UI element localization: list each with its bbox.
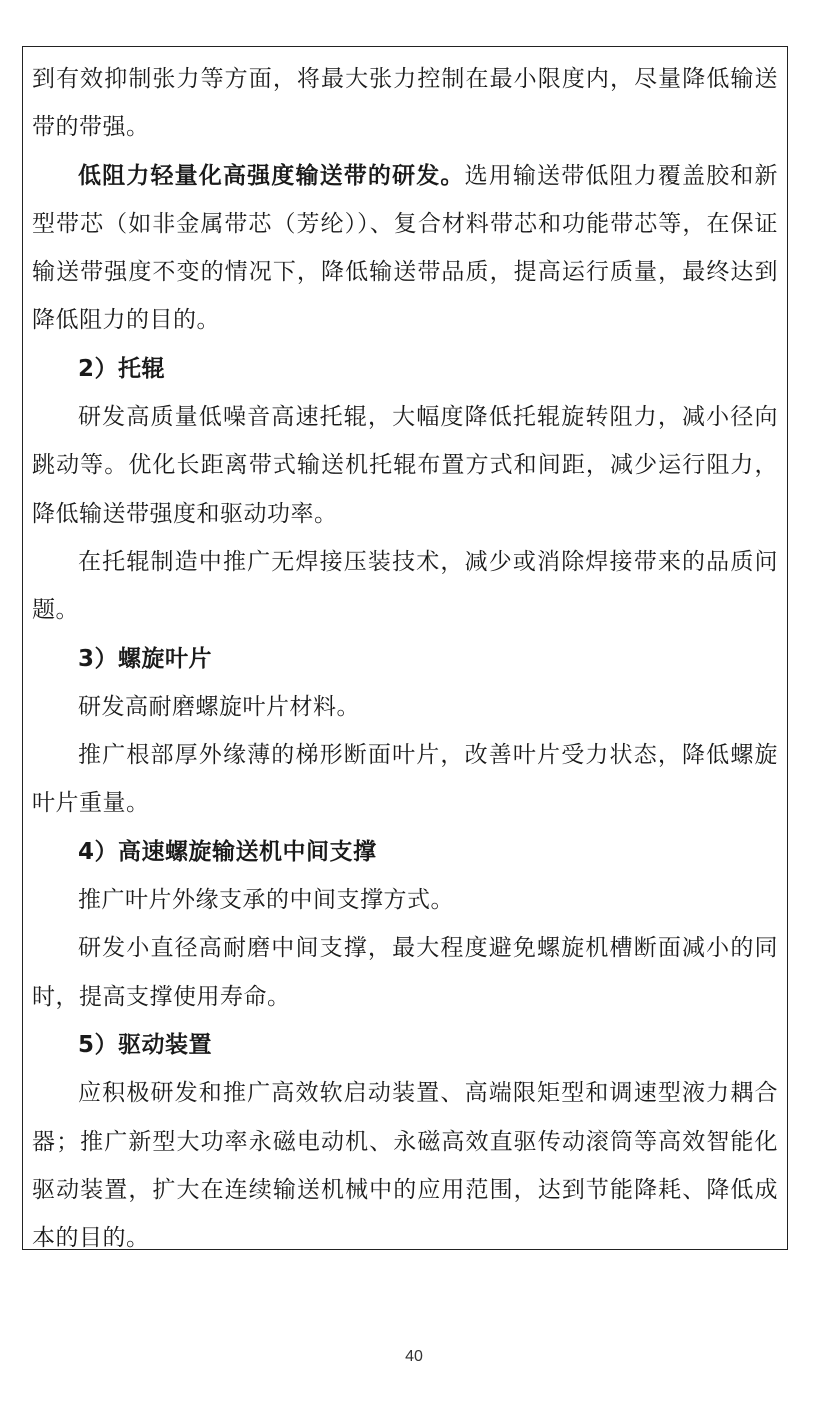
paragraph-drive-unit: 应积极研发和推广高效软启动装置、高端限矩型和调速型液力耦合器；推广新型大功率永磁电动机、永磁高效直驱传动滚筒等高效智能化驱动装置，扩大在连续输送机械中的应用范围，达到节能降耗、降低成本的目的。 [32, 1080, 778, 1252]
paragraph-tension-control: 到有效抑制张力等方面，将最大张力控制在最小限度内，尽量降低输送带的带强。 [32, 66, 778, 141]
section-heading-spiral-blade: 3）螺旋叶片 [78, 645, 213, 672]
paragraph-body: 选用输送带低阻力覆盖胶和新型带芯（如非金属带芯（芳纶））、复合材料带芯和功能带芯等，在保证输送带强度不变的情况下，降低输送带品质，提高运行质量，最终达到降低阻力的目的。 [32, 162, 779, 334]
section-heading-idler: 2）托辊 [78, 355, 166, 382]
paragraph-conveyor-belt-rd [32, 152, 778, 345]
paragraph-lead-title: 低阻力轻量化高强度输送带的研发。 [78, 162, 465, 189]
paragraph-idler-rd: 研发高质量低噪音高速托辊，大幅度降低托辊旋转阻力，减小径向跳动等。优化长距离带式输送机托辊布置方式和间距，减少运行阻力，降低输送带强度和驱动功率。 [32, 404, 778, 527]
paragraph-idler-manufacturing: 在托辊制造中推广无焊接压装技术，减少或消除焊接带来的品质问题。 [32, 548, 778, 624]
section-heading-intermediate-support: 4）高速螺旋输送机中间支撑 [78, 838, 377, 865]
paragraph-support-method: 推广叶片外缘支承的中间支撑方式。 [78, 887, 454, 914]
text-frame [22, 46, 788, 1250]
section-heading-drive-unit: 5）驱动装置 [78, 1031, 213, 1058]
page-number: 40 [405, 1348, 423, 1365]
document-body [32, 55, 778, 1262]
paragraph-blade-material: 研发高耐磨螺旋叶片材料。 [78, 693, 360, 720]
paragraph-support-rd: 研发小直径高耐磨中间支撑，最大程度避免螺旋机槽断面减小的同时，提高支撑使用寿命。 [32, 935, 778, 1010]
paragraph-blade-section: 推广根部厚外缘薄的梯形断面叶片，改善叶片受力状态，降低螺旋叶片重量。 [32, 742, 778, 817]
